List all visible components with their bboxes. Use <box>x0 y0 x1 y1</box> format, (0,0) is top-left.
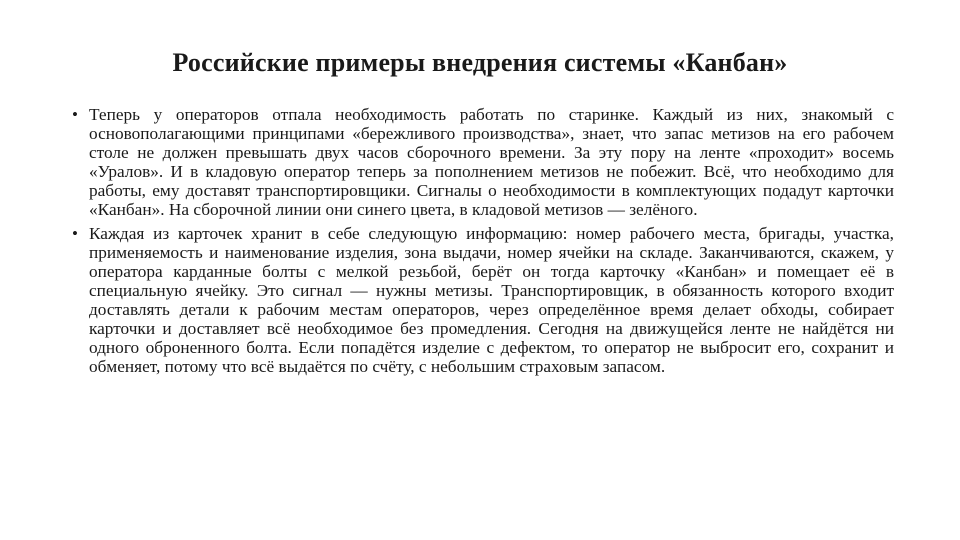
bullet-list <box>72 106 894 383</box>
bullet-text: Каждая из карточек хранит в себе следующую информацию: номер рабочего места, бригады, участка, применяемость и наименование изделия, зона выдачи, номер ячейки на складе. Заканчиваются, скажем, у оператора карданные болты с мелкой резьбой, берёт он тогда карточку «Канбан» и помещает её в специальную ячейку. Это сигнал — нужны метизы. Транспортировщик, в обязанность которого входит доставлять детали к рабочим местам операторов, через определённое время делает обходы, собирает карточки и доставляет всё необходимое без промедления. Сегодня на движущейся ленте не найдётся ни одного оброненного болта. Если попадётся изделие с дефектом, то оператор не выбросит его, сохранит и обменяет, потому что всё выдаётся по счёту, с небольшим страховым запасом. <box>89 224 894 376</box>
bullet-marker: • <box>72 105 78 124</box>
slide-title: Российские примеры внедрения системы «Канбан» <box>172 48 788 77</box>
bullet-item-1 <box>72 106 894 219</box>
bullet-text: Теперь у операторов отпала необходимость работать по старинке. Каждый из них, знакомый с основополагающими принципами «бережливого производства», знает, что запас метизов на его рабочем столе не должен превышать двух часов сборочного времени. За эту пору на ленте «проходит» восемь «Уралов». И в кладовую оператор теперь за пополнением метизов не побежит. Всё, что необходимо для работы, ему доставят транспортировщики. Сигналы о необходимости в комплектующих подадут карточки «Канбан». На сборочной линии они синего цвета, в кладовой метизов — зелёного. <box>89 105 894 219</box>
bullet-item-2 <box>72 225 894 376</box>
bullet-marker: • <box>72 224 78 244</box>
